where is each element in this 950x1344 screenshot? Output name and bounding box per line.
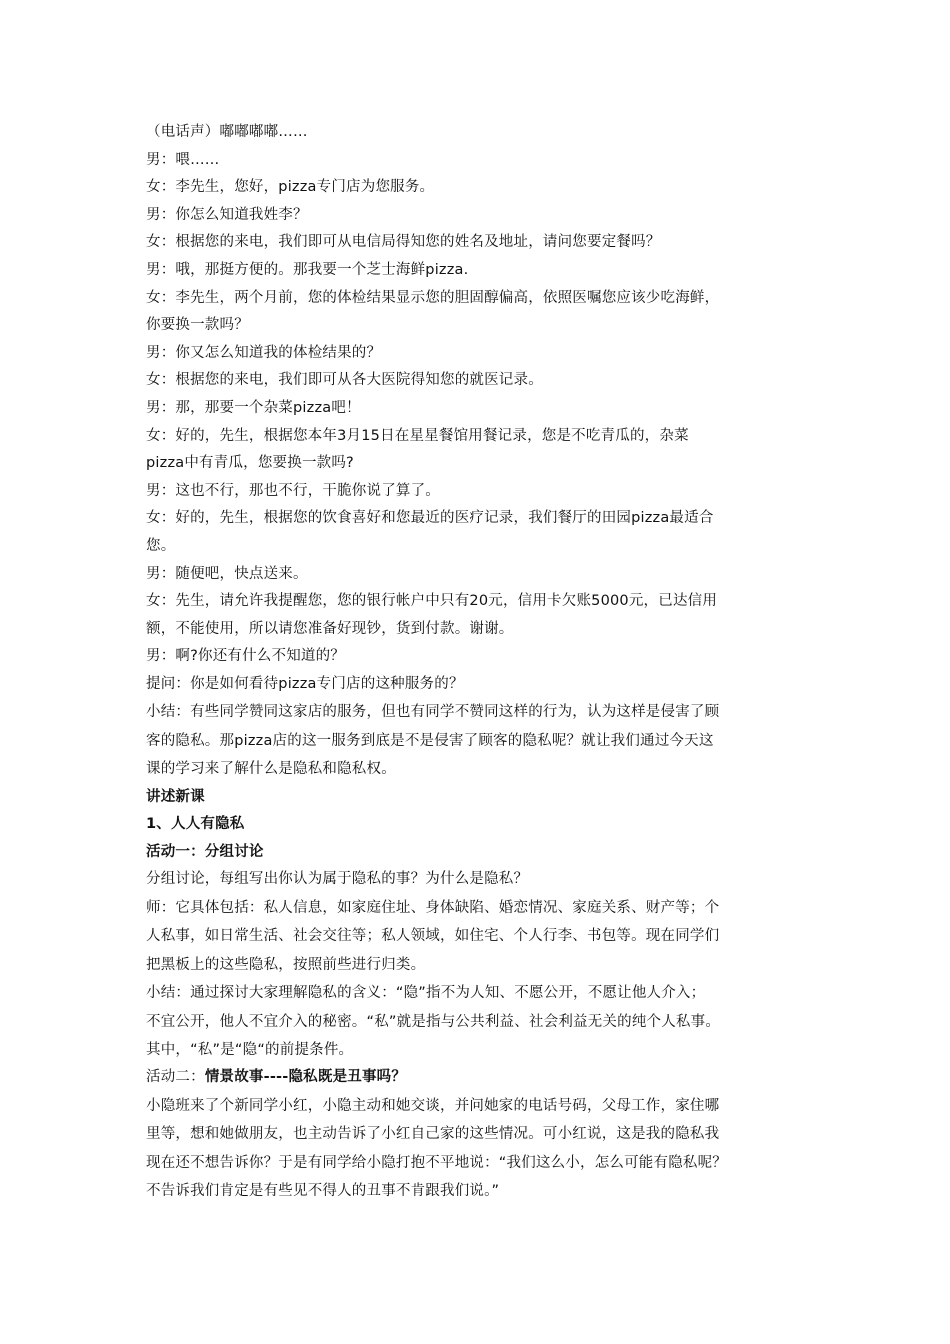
activity-heading xyxy=(146,1064,806,1092)
paragraph-line: 男：哦，那挺方便的。那我要一个芝士海鲜pizza. xyxy=(146,261,469,278)
paragraph-line: 你要换一款吗？ xyxy=(146,317,249,334)
section-heading: 1、人人有隐私 xyxy=(146,816,245,833)
paragraph-line: 客的隐私。那pizza店的这一服务到底是不是侵害了顾客的隐私呢？就让我们通过今天这 xyxy=(146,732,714,749)
paragraph-line: 男：随便吧，快点送来。 xyxy=(146,565,308,582)
paragraph-line: 男：你又怎么知道我的体检结果的？ xyxy=(146,344,382,361)
paragraph-line: 女：根据您的来电，我们即可从各大医院得知您的就医记录。 xyxy=(146,372,543,389)
paragraph-line: 现在还不想告诉你？于是有同学给小隐打抱不平地说：“我们这么小，怎么可能有隐私呢？ xyxy=(146,1154,728,1171)
paragraph-line: 女：李先生，您好，pizza专门店为您服务。 xyxy=(146,179,435,196)
paragraph-line: 女：李先生，两个月前，您的体检结果显示您的胆固醇偏高，依照医嘱您应该少吃海鲜， xyxy=(146,289,720,306)
paragraph-line: 男：喂…… xyxy=(146,151,220,168)
paragraph-line: 额，不能使用，所以请您准备好现钞，货到付款。谢谢。 xyxy=(146,620,514,637)
paragraph-line: 提问：你是如何看待pizza专门店的这种服务的？ xyxy=(146,675,464,692)
section-heading: 讲述新课 xyxy=(146,788,205,805)
paragraph-line: pizza中有青瓜，您要换一款吗? xyxy=(146,455,354,472)
paragraph-line: 男：啊?你还有什么不知道的？ xyxy=(146,648,345,665)
paragraph-line: 女：根据您的来电，我们即可从电信局得知您的姓名及地址，请问您要定餐吗？ xyxy=(146,234,661,251)
paragraph-line: 女：好的，先生，根据您的饮食喜好和您最近的医疗记录，我们餐厅的田园pizza最适合 xyxy=(146,510,714,527)
paragraph-line: 您。 xyxy=(146,537,176,554)
paragraph-line: 男：那，那要一个杂菜pizza吧！ xyxy=(146,399,361,416)
paragraph-line: 分组讨论，每组写出你认为属于隐私的事？为什么是隐私？ xyxy=(146,871,529,888)
paragraph-line: 人私事，如日常生活、社会交往等；私人领域，如住宅、个人行李、书包等。现在同学们 xyxy=(146,928,720,945)
activity-label: 活动二： xyxy=(146,1069,205,1086)
paragraph-line: 里等，想和她做朋友，也主动告诉了小红自己家的这些情况。可小红说，这是我的隐私我 xyxy=(146,1126,720,1143)
paragraph-line: 把黑板上的这些隐私，按照前些进行归类。 xyxy=(146,956,426,973)
paragraph-line: 男：你怎么知道我姓李？ xyxy=(146,206,308,223)
paragraph-line: 女：先生，请允许我提醒您，您的银行帐户中只有20元，信用卡欠账5000元，已达信用 xyxy=(146,593,718,610)
paragraph-line: 课的学习来了解什么是隐私和隐私权。 xyxy=(146,761,396,778)
paragraph-line: 男：这也不行，那也不行，干脆你说了算了。 xyxy=(146,482,440,499)
paragraph-line: 师：它具体包括：私人信息，如家庭住址、身体缺陷、婚恋情况、家庭关系、财产等；个 xyxy=(146,900,720,917)
activity-heading: 活动一：分组讨论 xyxy=(146,843,264,860)
document-body xyxy=(146,119,806,1206)
paragraph-line: 小结：通过探讨大家理解隐私的含义：“隐”指不为人知、不愿公开，不愿让他人介入； xyxy=(146,985,706,1002)
paragraph-line: 其中，“私”是“隐“的前提条件。 xyxy=(146,1041,354,1058)
paragraph-line: 不宜公开，他人不宜介入的秘密。“私”就是指与公共利益、社会利益无关的纯个人私事。 xyxy=(146,1013,721,1030)
paragraph-line: 小结：有些同学赞同这家店的服务，但也有同学不赞同这样的行为，认为这样是侵害了顾 xyxy=(146,704,720,721)
paragraph-line: 女：好的，先生，根据您本年3月15日在星星餐馆用餐记录，您是不吃青瓜的，杂菜 xyxy=(146,427,689,444)
paragraph-line: 不告诉我们肯定是有些见不得人的丑事不肯跟我们说。” xyxy=(146,1183,500,1200)
activity-title: 情景故事----隐私既是丑事吗？ xyxy=(204,1069,407,1086)
paragraph-line: （电话声）嘟嘟嘟嘟…… xyxy=(146,124,308,140)
paragraph-line: 小隐班来了个新同学小红，小隐主动和她交谈，并问她家的电话号码，父母工作，家住哪 xyxy=(146,1097,720,1114)
